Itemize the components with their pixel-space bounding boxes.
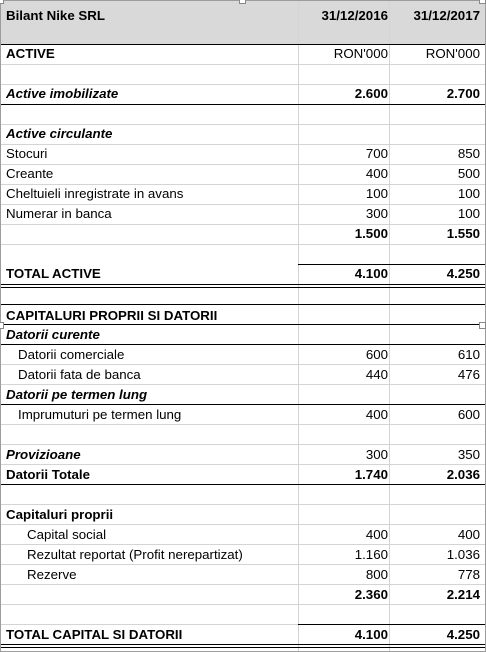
- row-label: Datorii comerciale: [18, 347, 125, 362]
- total-2016: 4.100: [354, 266, 388, 281]
- total-double-border: [0, 284, 486, 285]
- subtotal-2017: 1.550: [446, 226, 480, 241]
- date-column-1: 31/12/2016: [321, 8, 388, 23]
- active-row: [0, 44, 486, 64]
- table-row: [0, 164, 486, 184]
- subtotal-row: [0, 585, 486, 605]
- row-label: Datorii fata de banca: [18, 367, 141, 382]
- row-divider: [0, 244, 486, 245]
- row-label: Creante: [6, 166, 54, 181]
- subtotal-row: [0, 224, 486, 244]
- value-2017: 350: [457, 447, 480, 462]
- table-row: [0, 565, 486, 585]
- total-2017: 4.250: [446, 627, 480, 642]
- active-heading: ACTIVE: [6, 46, 55, 61]
- total-label: TOTAL ACTIVE: [6, 266, 101, 281]
- row-label: Active imobilizate: [6, 86, 119, 101]
- value-2017: 2.036: [446, 467, 480, 482]
- table-row: [0, 405, 486, 425]
- value-2017: 2.700: [446, 86, 480, 101]
- value-2016: 300: [365, 206, 388, 221]
- table-row: [0, 144, 486, 164]
- row-label: Rezerve: [27, 567, 77, 582]
- capitaluri-datorii-heading-row: [0, 306, 486, 326]
- company-title: Bilant Nike SRL: [6, 8, 106, 23]
- section-border: [0, 104, 486, 105]
- active-imobilizate-row: [0, 84, 486, 104]
- row-label: Stocuri: [6, 146, 48, 161]
- row-label: Provizioane: [6, 447, 81, 462]
- value-2016: 1.740: [354, 467, 388, 482]
- value-2017: 500: [457, 166, 480, 181]
- value-2016: 600: [365, 347, 388, 362]
- table-row: [0, 365, 486, 385]
- value-2016: 440: [365, 367, 388, 382]
- value-2017: 600: [457, 407, 480, 422]
- value-2017: 610: [457, 347, 480, 362]
- subtotal-2016: 2.360: [354, 587, 388, 602]
- value-2016: 1.160: [354, 547, 388, 562]
- row-label: Cheltuieli inregistrate in avans: [6, 186, 184, 201]
- value-2016: 700: [365, 146, 388, 161]
- row-label: Imprumuturi pe termen lung: [18, 407, 182, 422]
- value-2017: 1.036: [446, 547, 480, 562]
- table-row: [0, 204, 486, 224]
- row-label: Numerar in banca: [6, 206, 112, 221]
- value-2016: 100: [365, 186, 388, 201]
- value-2017: 778: [457, 567, 480, 582]
- active-circulante-heading-row: [0, 124, 486, 144]
- row-label: Datorii Totale: [6, 467, 90, 482]
- section-heading: Capitaluri proprii: [6, 507, 114, 522]
- value-2016: 300: [365, 447, 388, 462]
- resize-handle[interactable]: [239, 0, 246, 4]
- total-label: TOTAL CAPITAL SI DATORII: [6, 627, 183, 642]
- section-heading: Datorii pe termen lung: [6, 387, 148, 402]
- value-2017: 100: [457, 206, 480, 221]
- date-column-2: 31/12/2017: [413, 8, 480, 23]
- value-2016: 400: [365, 527, 388, 542]
- section-border: [0, 304, 486, 305]
- datorii-termen-lung-heading-row: [0, 385, 486, 405]
- resize-handle[interactable]: [479, 322, 486, 329]
- total-2016: 4.100: [354, 627, 388, 642]
- value-2016: 2.600: [354, 86, 388, 101]
- section-heading: Datorii curente: [6, 327, 100, 342]
- row-label: Rezultat reportat (Profit nerepartizat): [27, 547, 243, 562]
- value-2017: 100: [457, 186, 480, 201]
- row-label: Capital social: [27, 527, 107, 542]
- provizioane-row: [0, 445, 486, 465]
- datorii-curente-heading-row: [0, 325, 486, 345]
- resize-handle[interactable]: [0, 0, 4, 4]
- header-row: [0, 6, 486, 26]
- value-2016: 400: [365, 166, 388, 181]
- section-heading: CAPITALURI PROPRII SI DATORII: [6, 308, 218, 323]
- unit-label: RON'000: [425, 46, 480, 61]
- table-row: [0, 525, 486, 545]
- total-double-border: [0, 647, 486, 648]
- value-2017: 850: [457, 146, 480, 161]
- table-row: [0, 184, 486, 204]
- value-2017: 400: [457, 527, 480, 542]
- total-capital-row: [0, 625, 486, 645]
- table-row: [0, 345, 486, 365]
- datorii-totale-row: [0, 465, 486, 485]
- value-2016: 400: [365, 407, 388, 422]
- row-divider: [0, 64, 486, 65]
- total-active-row: [0, 264, 486, 284]
- unit-label: RON'000: [333, 46, 388, 61]
- value-2017: 476: [457, 367, 480, 382]
- subtotal-2017: 2.214: [446, 587, 480, 602]
- capitaluri-proprii-heading-row: [0, 505, 486, 525]
- resize-handle[interactable]: [479, 0, 486, 4]
- table-row: [0, 545, 486, 565]
- total-double-border: [0, 287, 486, 288]
- value-2016: 800: [365, 567, 388, 582]
- section-heading: Active circulante: [6, 126, 113, 141]
- total-2017: 4.250: [446, 266, 480, 281]
- subtotal-2016: 1.500: [354, 226, 388, 241]
- resize-handle[interactable]: [0, 322, 4, 329]
